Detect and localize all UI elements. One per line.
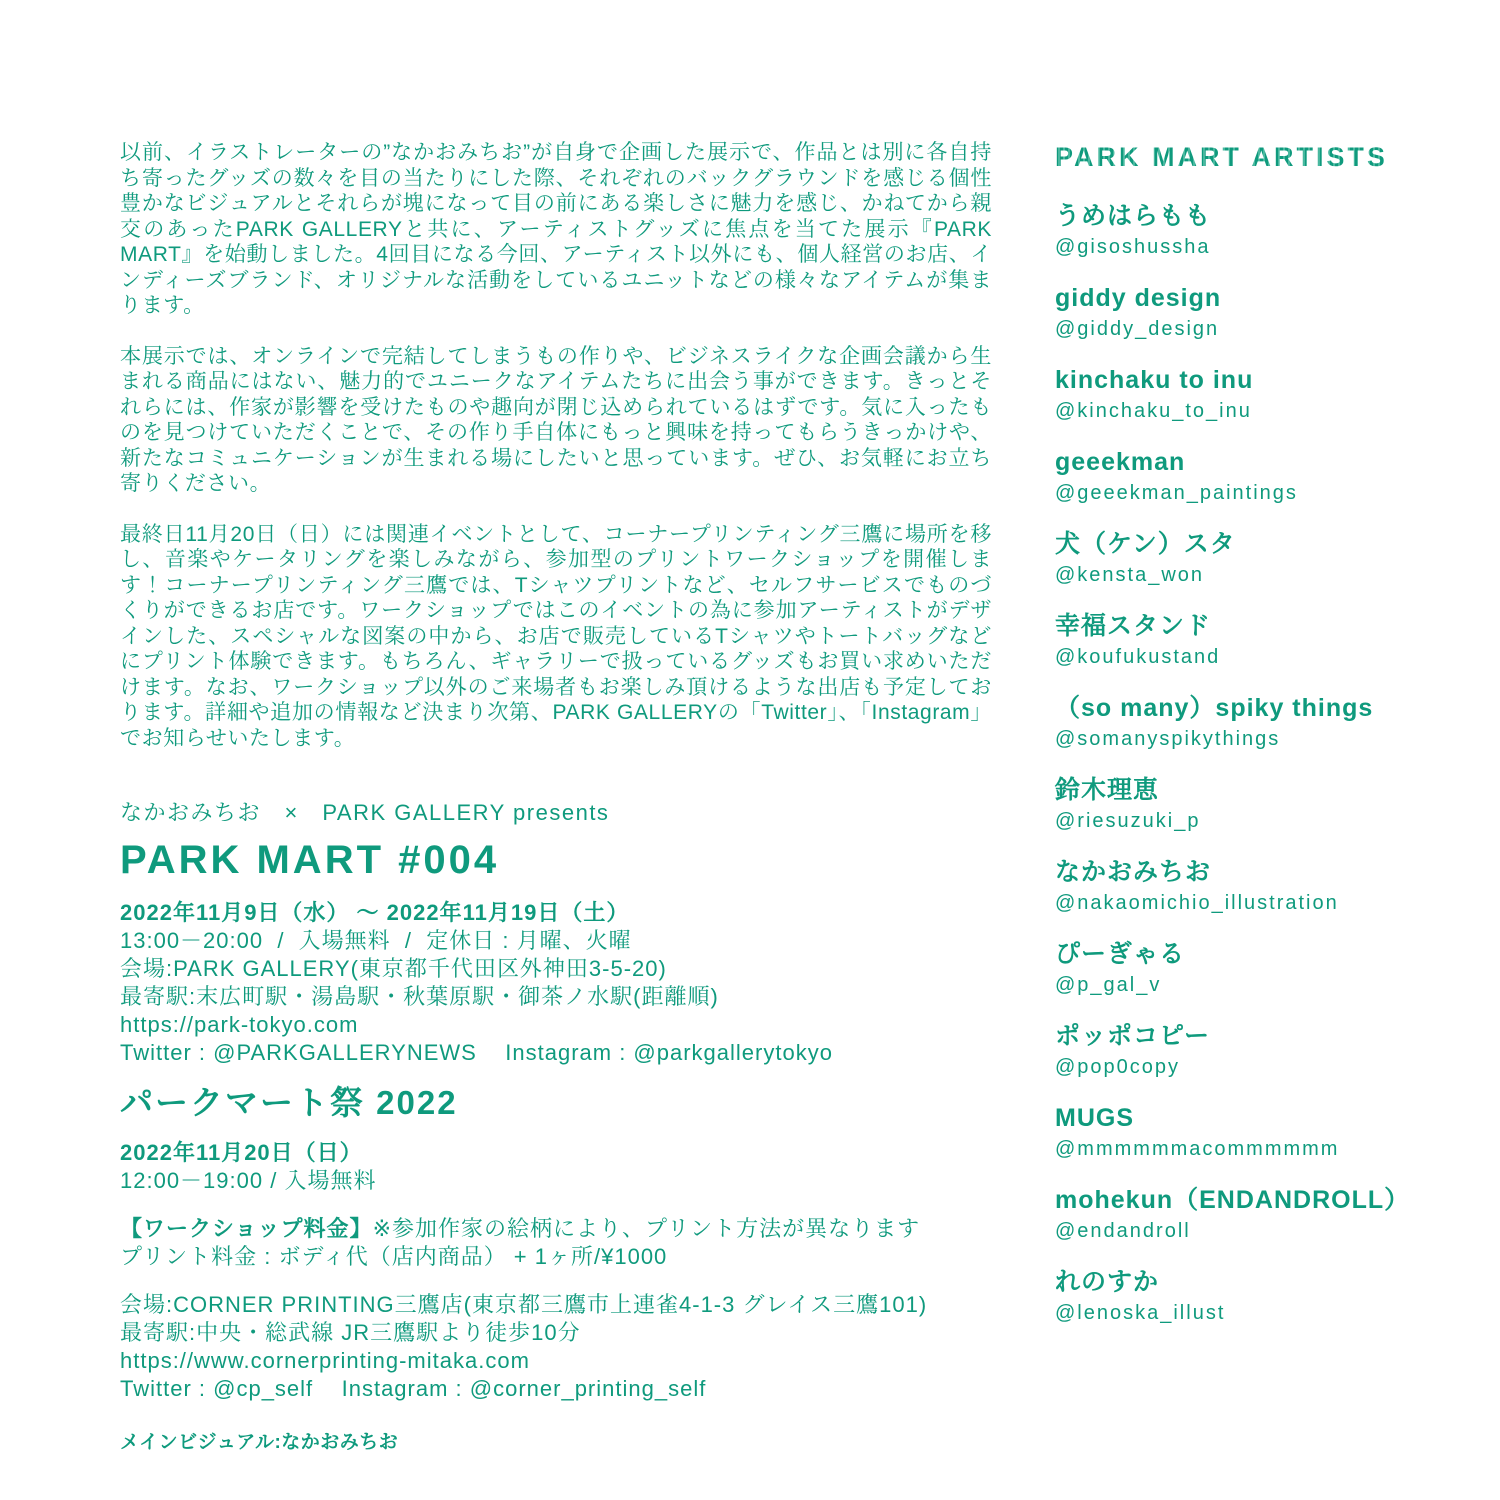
festival-social: Twitter : @cp_self Instagram : @corner_printing_self — [120, 1376, 707, 1401]
main-event-date: 2022年11月9日（水） ～ 2022年11月19日（土） — [120, 900, 630, 925]
artist-entry — [1055, 282, 1455, 344]
festival-time: 12:00－19:00 / 入場無料 — [120, 1168, 377, 1193]
artist-entry — [1055, 774, 1455, 836]
artist-entry — [1055, 1266, 1455, 1328]
artist-handle: @kinchaku_to_inu — [1055, 400, 1252, 422]
artist-name: （so many）spiky things — [1055, 694, 1374, 722]
artist-entry — [1055, 528, 1455, 590]
artist-name: MUGS — [1055, 1104, 1134, 1132]
main-event-venue: 会場:PARK GALLERY(東京都千代田区外神田3-5-20) — [120, 956, 667, 981]
artist-list — [1055, 200, 1455, 1328]
artist-handle: @koufukustand — [1055, 646, 1221, 668]
artists-column — [1055, 140, 1455, 1348]
print-fee-line: プリント料金 : ボディ代（店内商品） + 1ヶ所/¥1000 — [120, 1244, 668, 1269]
festival-station: 最寄駅:中央・総武線 JR三鷹駅より徒歩10分 — [120, 1320, 581, 1345]
main-event-station: 最寄駅:末広町駅・湯島駅・秋葉原駅・御茶ノ水駅(距離順) — [120, 984, 719, 1009]
artist-entry — [1055, 1184, 1455, 1246]
workshop-fee-block — [120, 1215, 992, 1271]
artist-name: うめはらもも — [1055, 202, 1212, 230]
artist-name: 犬（ケン）スタ — [1055, 530, 1236, 558]
festival-datetime — [120, 1139, 992, 1195]
intro-paragraph-2: 本展示では、オンラインで完結してしまうもの作りや、ビジネスライクな企画会議から生まれる商品にはない、魅力的でユニークなアイテムたちに出会う事ができます。きっとそれらには、作家が影響を受けたものや趣向が閉じ込められているはずです。気に入ったものを見つけていただくことで、その作り手自体にもっと興味を持ってもらうきっかけや、新たなコミュニケーションが生まれる場にしたいと思っています。ぜひ、お気軽にお立ち寄りください。 — [120, 344, 992, 495]
artist-entry — [1055, 692, 1455, 754]
artists-header: PARK MART ARTISTS — [1055, 140, 1455, 174]
main-event-social: Twitter : @PARKGALLERYNEWS Instagram : @parkgallerytokyo — [120, 1040, 833, 1065]
main-event-time: 13:00－20:00 / 入場無料 / 定休日 : 月曜、火曜 — [120, 928, 632, 953]
artist-handle: @p_gal_v — [1055, 974, 1162, 996]
artist-handle: @endandroll — [1055, 1220, 1191, 1242]
artist-entry — [1055, 1020, 1455, 1082]
artist-handle: @kensta_won — [1055, 564, 1205, 586]
festival-venue-block — [120, 1291, 992, 1403]
artist-handle: @geeekman_paintings — [1055, 482, 1298, 504]
artist-name: geeekman — [1055, 448, 1186, 476]
artist-handle: @mmmmmmacommmmmm — [1055, 1138, 1340, 1160]
presents-line: なかおみちお × PARK GALLERY presents — [120, 800, 610, 825]
artist-name: mohekun（ENDANDROLL） — [1055, 1186, 1411, 1214]
intro-paragraph-1: 以前、イラストレーターの”なかおみちお”が自身で企画した展示で、作品とは別に各自持ち寄ったグッズの数々を目の当たりにした際、それぞれのバックグラウンドを感じる個性豊かなビジュアルとそれらが塊になって目の前にある楽しさに魅力を感じ、かねてから親交のあったPARK GALLERYと共に、アーティストグッズに焦点を当てた展示『PARK MART』を始動しました。4回目になる今回、アーティスト以外にも、個人経営のお店、インディーズブランド、オリジナルな活動をしているユニットなどの様々なアイテムが集まります。 — [120, 141, 992, 317]
artist-entry — [1055, 938, 1455, 1000]
artist-handle: @somanyspikythings — [1055, 728, 1281, 750]
artist-name: ぴーぎゃる — [1055, 940, 1186, 968]
festival-url: https://www.cornerprinting-mitaka.com — [120, 1348, 530, 1373]
workshop-fee-note — [120, 1215, 992, 1243]
artist-entry — [1055, 364, 1455, 426]
intro-paragraph-3: 最終日11月20日（日）には関連イベントとして、コーナープリンティング三鷹に場所を移し、音楽やケータリングを楽しみながら、参加型のプリントワークショップを開催します！コーナープリンティング三鷹では、Tシャツプリントなど、セルフサービスでものづくりができるお店です。ワークショップではこのイベントの為に参加アーティストがデザインした、スペシャルな図案の中から、お店で販売しているTシャツやトートバッグなどにプリント体験できます。もちろん、ギャラリーで扱っているグッズもお買い求めいただけます。なお、ワークショップ以外のご来場者もお楽しみ頂けるような出店も予定しております。詳細や追加の情報など決まり次第、PARK GALLERYの「Twitter」、「Instagram」でお知らせいたします。 — [120, 522, 992, 750]
festival-title: パークマート祭 2022 — [120, 1084, 458, 1121]
artist-name: ポッポコピー — [1055, 1022, 1211, 1050]
main-visual-credit: メインビジュアル:なかおみちお — [120, 1432, 399, 1453]
workshop-fee-label: 【ワークショップ料金】 — [120, 1216, 373, 1241]
artist-handle: @gisoshussha — [1055, 236, 1211, 258]
artist-name: 幸福スタンド — [1055, 612, 1212, 640]
artist-name: kinchaku to inu — [1055, 366, 1254, 394]
main-column — [120, 140, 992, 1455]
artist-handle: @riesuzuki_p — [1055, 810, 1201, 832]
artist-entry — [1055, 1102, 1455, 1164]
artist-name: 鈴木理恵 — [1055, 776, 1160, 804]
workshop-fee-caption: ※参加作家の絵柄により、プリント方法が異なります — [372, 1216, 921, 1241]
artist-entry — [1055, 610, 1455, 672]
festival-venue: 会場:CORNER PRINTING三鷹店(東京都三鷹市上連雀4-1-3 グレイス三鷹101) — [120, 1292, 928, 1317]
main-event-title: PARK MART #004 — [120, 838, 500, 882]
artist-handle: @nakaomichio_illustration — [1055, 892, 1339, 914]
artist-entry — [1055, 856, 1455, 918]
festival-date: 2022年11月20日（日） — [120, 1140, 363, 1165]
artist-entry — [1055, 200, 1455, 262]
artist-handle: @lenoska_illust — [1055, 1302, 1226, 1324]
main-event-url: https://park-tokyo.com — [120, 1012, 359, 1037]
artist-handle: @giddy_design — [1055, 318, 1220, 340]
artist-name: なかおみちお — [1055, 858, 1212, 886]
artist-handle: @pop0copy — [1055, 1056, 1181, 1078]
main-event-details — [120, 899, 992, 1067]
artist-entry — [1055, 446, 1455, 508]
artist-name: れのすか — [1055, 1268, 1160, 1296]
artist-name: giddy design — [1055, 284, 1222, 312]
